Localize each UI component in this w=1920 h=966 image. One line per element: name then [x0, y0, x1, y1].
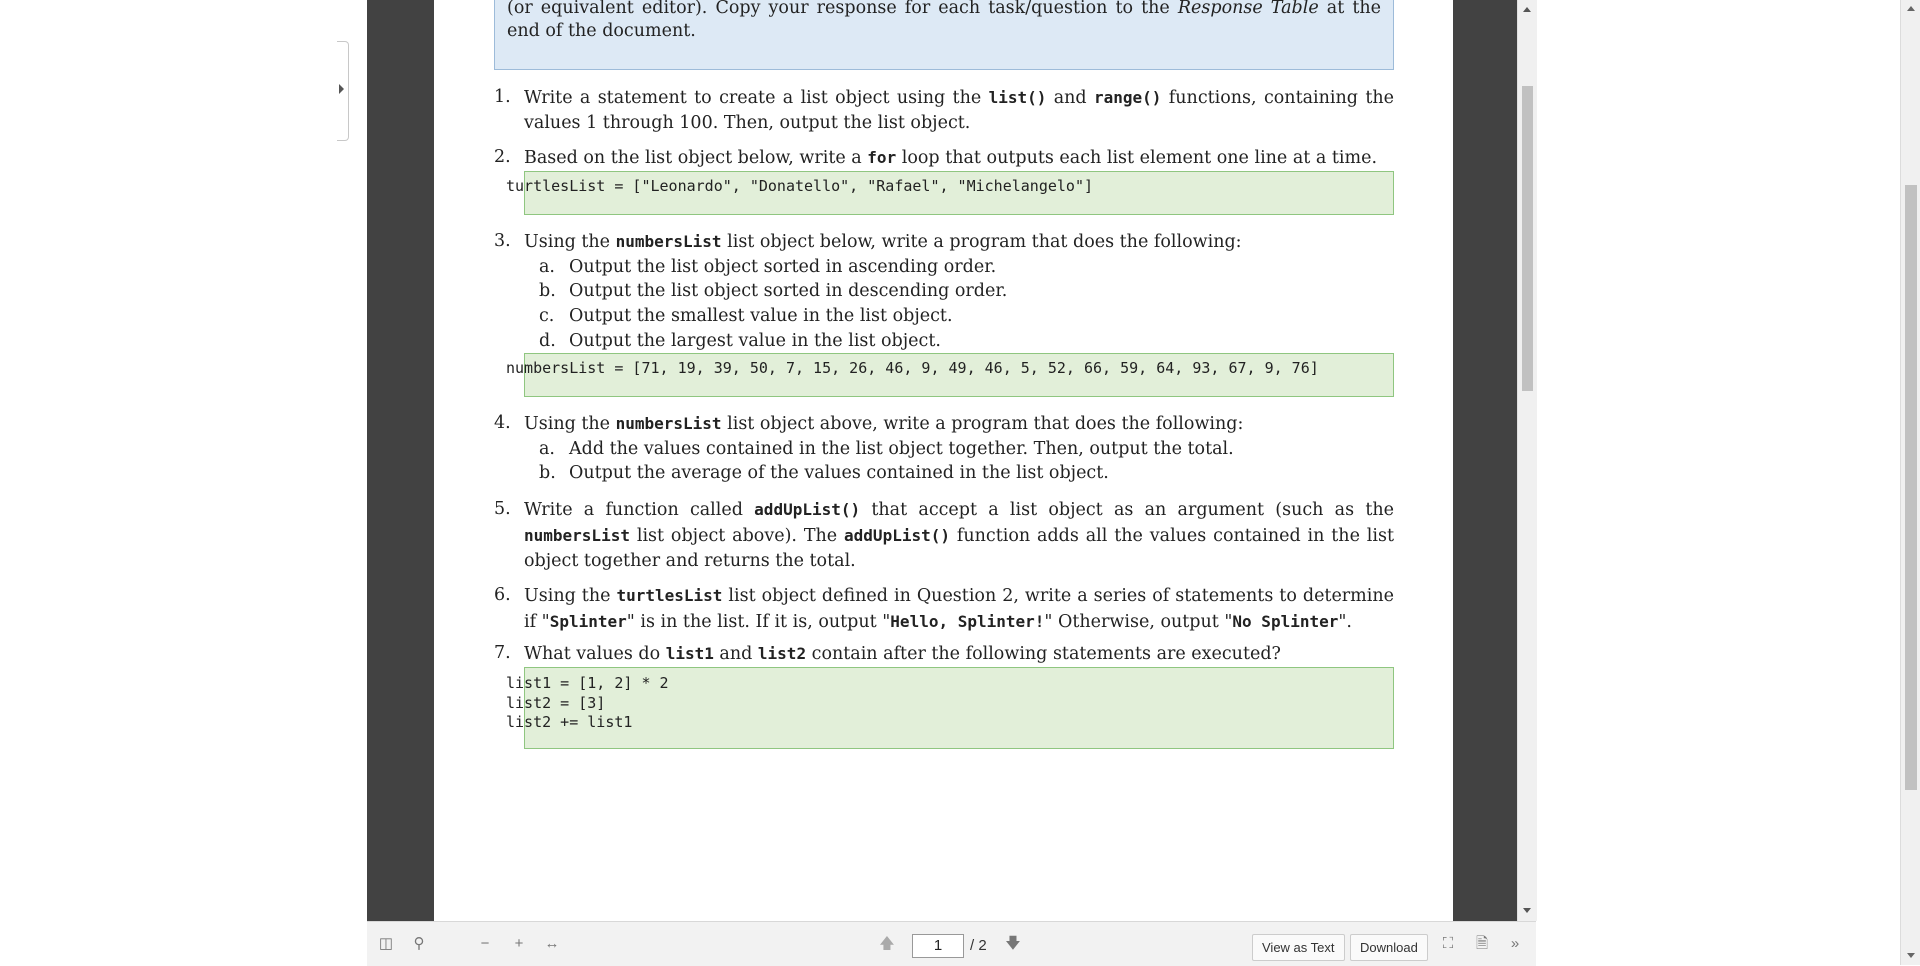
- text-part: What values do: [524, 644, 666, 664]
- intro-line1: (or equivalent editor). Copy your response for each task/question to the: [507, 0, 1178, 18]
- question-2: [494, 145, 1394, 170]
- text-part: " Otherwise, output ": [1044, 612, 1233, 632]
- question-text: [524, 145, 1394, 171]
- text-part: list object above, write a program that does the following:: [721, 414, 1244, 434]
- question-text: [524, 641, 1394, 667]
- code-part: turtlesList: [616, 586, 723, 605]
- question-text: [524, 583, 1394, 635]
- code-part: for: [867, 148, 897, 167]
- page-total: / 2: [970, 937, 987, 954]
- page-scrollbar[interactable]: [1900, 0, 1920, 965]
- text-part: function adds all the values contained in the list object together and returns the total.: [524, 526, 1395, 571]
- intro-line2: at the end of the document.: [507, 0, 1381, 41]
- text-part: list object defined in Question 2, write a series of statements to determine if ": [524, 586, 1394, 632]
- text-part: that accept a list object as an argument (such as the: [860, 500, 1394, 520]
- code-lists: list1 = [1, 2] * 2 list2 = [3] list2 += list1: [506, 674, 669, 731]
- question-7: [494, 641, 1394, 666]
- question-number: 3.: [494, 231, 511, 251]
- code-part: No Splinter: [1232, 612, 1339, 631]
- sub-item: [539, 304, 953, 329]
- question-1: [494, 85, 1394, 135]
- sub-text: Output the list object sorted in ascending order.: [569, 257, 997, 277]
- question-number: 5.: [494, 499, 511, 519]
- code-turtles: turtlesList = ["Leonardo", "Donatello", "Rafael", "Michelangelo"]: [506, 177, 1093, 195]
- sub-text: Output the largest value in the list object.: [569, 331, 941, 351]
- question-text: [524, 411, 1394, 437]
- intro-italic: Response Table: [1177, 0, 1319, 18]
- code-part: range(): [1094, 88, 1162, 107]
- zoom-out-icon[interactable]: −: [480, 935, 490, 952]
- code-part: list2: [757, 644, 807, 663]
- chevron-right-icon: [339, 84, 344, 94]
- question-number: 6.: [494, 585, 511, 605]
- code-part: Splinter: [549, 612, 627, 631]
- text-part: and: [1046, 88, 1094, 108]
- text-part: functions, containing the values 1 through 100. Then, output the list object.: [524, 88, 1394, 133]
- text-part: Using the: [524, 414, 616, 434]
- question-number: 4.: [494, 413, 511, 433]
- page-scroll-thumb[interactable]: [1905, 185, 1917, 790]
- sub-item: [539, 255, 996, 280]
- sub-letter: d.: [539, 331, 556, 351]
- text-part: Using the: [524, 586, 617, 606]
- text-part: contain after the following statements are executed?: [806, 644, 1281, 664]
- instructions-callout: [494, 0, 1394, 70]
- sub-letter: c.: [539, 306, 555, 326]
- download-button[interactable]: Download: [1350, 934, 1428, 961]
- code-part: Hello, Splinter!: [890, 612, 1045, 631]
- text-part: and: [713, 644, 758, 664]
- sub-letter: a.: [539, 257, 555, 277]
- arrow-down-icon[interactable]: 🡇: [1005, 935, 1021, 952]
- code-part: addUpList(): [754, 500, 861, 519]
- text-part: ".: [1338, 612, 1352, 632]
- sub-letter: b.: [539, 463, 556, 483]
- view-as-text-button[interactable]: View as Text: [1252, 934, 1345, 961]
- code-part: list1: [665, 644, 714, 663]
- text-part: Based on the list object below, write a: [524, 148, 868, 168]
- question-4: [494, 411, 1394, 436]
- viewer-toolbar: [367, 921, 1536, 966]
- sub-item: [539, 461, 1109, 486]
- sub-text: Output the smallest value in the list object.: [569, 306, 953, 326]
- question-text: [524, 229, 1394, 255]
- text-part: loop that outputs each list element one line at a time.: [896, 148, 1378, 168]
- sub-letter: b.: [539, 281, 556, 301]
- sidebar-toggle-icon[interactable]: ◫: [378, 935, 394, 952]
- question-text: [524, 497, 1394, 574]
- more-icon[interactable]: »: [1510, 935, 1520, 952]
- sub-item: [539, 279, 1007, 304]
- document-viewer: [367, 0, 1536, 965]
- code-part: addUpList(): [844, 526, 950, 545]
- question-number: 2.: [494, 147, 511, 167]
- sub-letter: a.: [539, 439, 555, 459]
- code-part: numbersList: [615, 232, 722, 251]
- viewer-scrollbar[interactable]: [1517, 0, 1537, 921]
- text-part: Write a function called: [524, 500, 755, 520]
- fullscreen-icon[interactable]: ⛶: [1442, 935, 1454, 952]
- text-part: Write a statement to create a list object using the: [524, 88, 989, 108]
- scroll-thumb[interactable]: [1522, 86, 1533, 391]
- sub-item: [539, 437, 1234, 462]
- text-part: list object below, write a program that does the following:: [721, 232, 1242, 252]
- code-part: numbersList: [615, 414, 722, 433]
- scroll-down-icon[interactable]: [1523, 908, 1531, 913]
- document-icon[interactable]: 🗎: [1475, 935, 1489, 952]
- question-number: 7.: [494, 643, 511, 663]
- sub-text: Output the list object sorted in descending order.: [569, 281, 1008, 301]
- document-canvas: [367, 0, 1517, 921]
- question-number: 1.: [494, 87, 511, 107]
- fit-width-icon[interactable]: ↔: [544, 935, 560, 952]
- text-part: list object above). The: [629, 526, 845, 546]
- document-page: [434, 0, 1453, 921]
- question-5: [494, 497, 1394, 572]
- question-3: [494, 229, 1394, 254]
- code-part: list(): [988, 88, 1047, 107]
- code-numbers: numbersList = [71, 19, 39, 50, 7, 15, 26, 46, 9, 49, 46, 5, 52, 66, 59, 64, 93, 67, 9, 76]: [506, 359, 1319, 377]
- question-text: [524, 85, 1394, 136]
- sidebar-toggle-tab[interactable]: [337, 41, 349, 141]
- text-part: Using the: [524, 232, 616, 252]
- sub-text: Add the values contained in the list object together. Then, output the total.: [569, 439, 1234, 459]
- page-scroll-down-icon[interactable]: [1907, 953, 1915, 958]
- scroll-up-icon[interactable]: [1523, 7, 1531, 12]
- page-scroll-up-icon[interactable]: [1907, 6, 1915, 11]
- arrow-up-icon[interactable]: 🡅: [879, 935, 895, 952]
- sub-text: Output the average of the values contained in the list object.: [569, 463, 1109, 483]
- sub-item: [539, 329, 941, 354]
- question-6: [494, 583, 1394, 633]
- code-part: numbersList: [524, 526, 630, 545]
- page-number-input[interactable]: 1: [912, 934, 964, 958]
- zoom-in-icon[interactable]: +: [514, 935, 524, 952]
- search-icon[interactable]: ⚲: [413, 935, 425, 952]
- text-part: " is in the list. If it is, output ": [626, 612, 891, 632]
